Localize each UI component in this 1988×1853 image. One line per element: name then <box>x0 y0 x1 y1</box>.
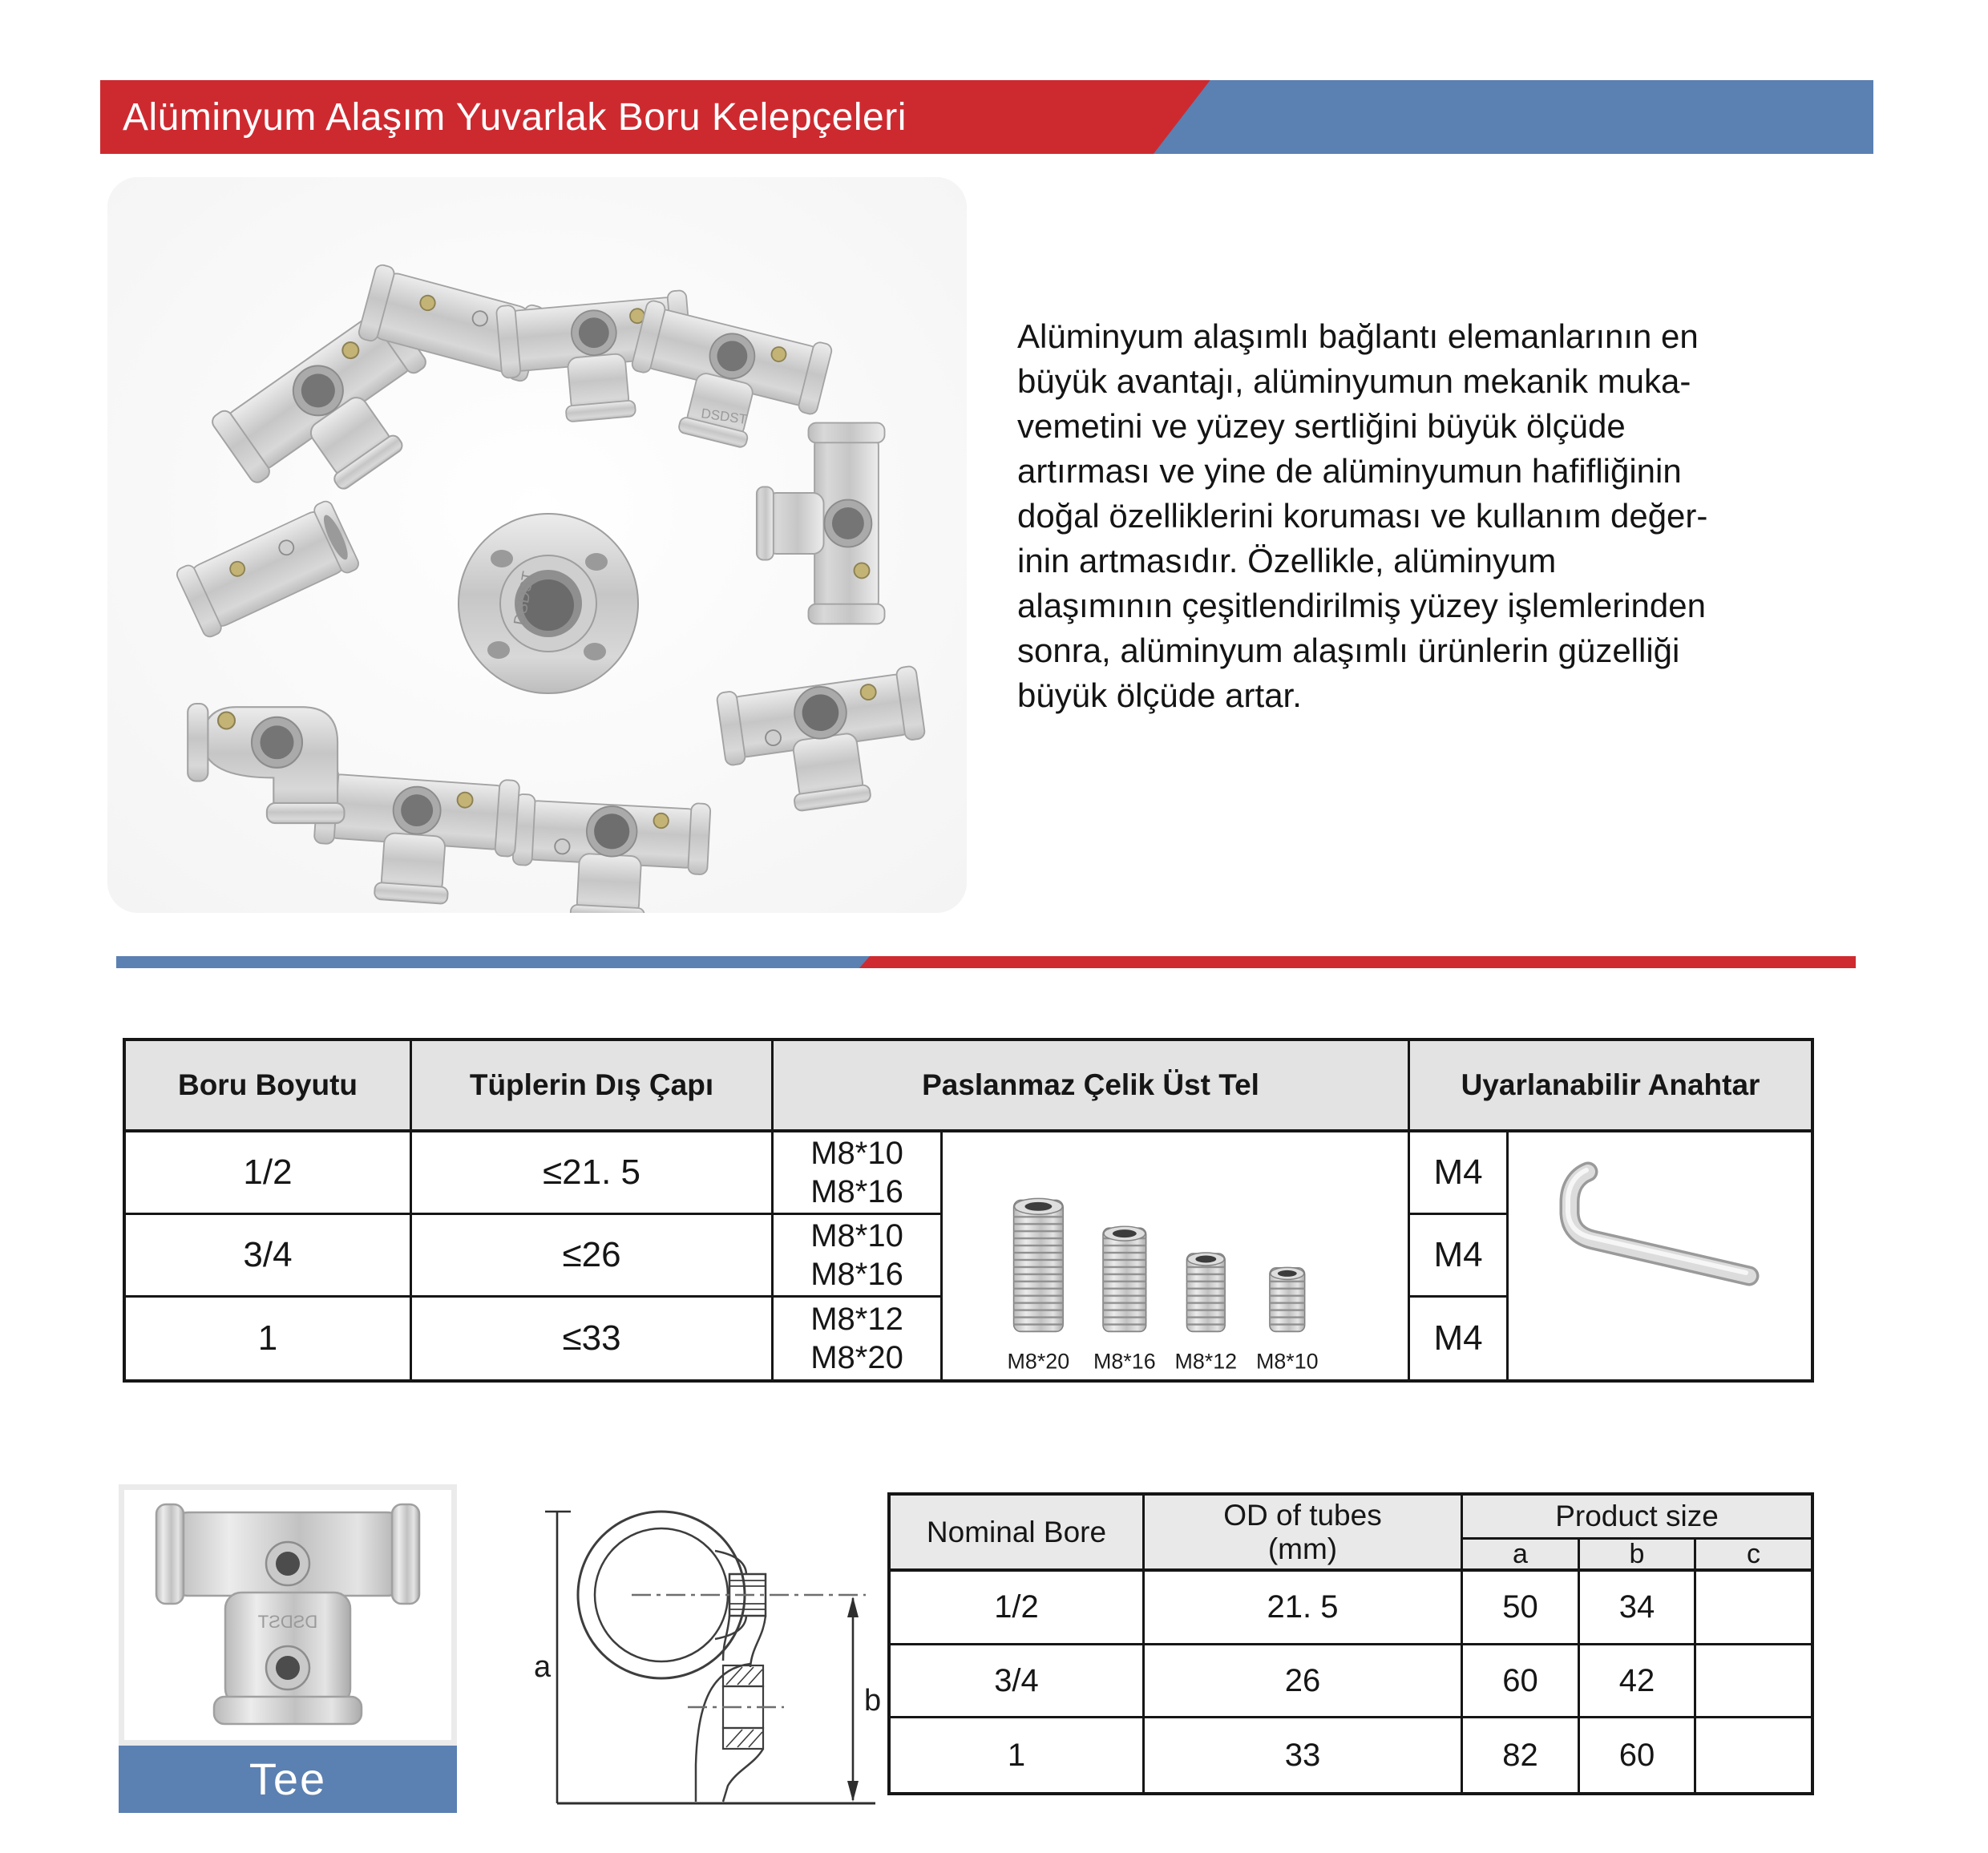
main-spec-table <box>123 1038 1814 1383</box>
cell-screws <box>774 1132 943 1215</box>
cell-b: 34 <box>1580 1572 1696 1645</box>
screw-size: M8*20 <box>810 1340 903 1375</box>
sub-header-a: a <box>1463 1540 1580 1572</box>
product-size-table <box>887 1492 1814 1795</box>
intro-line: büyük avantajı, alüminyumun mekanik muka- <box>1017 362 1691 400</box>
screw-size: M8*10 <box>810 1136 903 1171</box>
cell-od: ≤33 <box>412 1298 774 1379</box>
screw-size: M8*16 <box>810 1257 903 1292</box>
cell-wrench: M4 <box>1410 1132 1509 1215</box>
set-screws-image-cell <box>943 1132 1410 1379</box>
header-banner <box>100 80 1873 154</box>
dimension-lines <box>545 1512 875 1803</box>
product-photo <box>107 177 967 913</box>
tee-product-card <box>119 1484 457 1813</box>
center-lines <box>632 1595 866 1707</box>
drawing-outline <box>578 1512 766 1802</box>
screw-label: M8*16 <box>1093 1349 1156 1374</box>
intro-line: Alüminyum alaşımlı bağlantı elemanlarının en <box>1017 317 1699 355</box>
dim-label-a: a <box>534 1650 552 1684</box>
cell-bore: 3/4 <box>126 1215 412 1298</box>
intro-line: artırması ve yine de alüminyumun hafifliğinin <box>1017 452 1682 490</box>
cell-a: 82 <box>1463 1718 1580 1792</box>
brand-mark: DSDST <box>257 1612 318 1632</box>
intro-line: inin artmasıdır. Özellikle, alüminyum <box>1017 542 1557 579</box>
cell-bore: 1 <box>126 1298 412 1379</box>
divider-blue-segment <box>116 956 870 968</box>
cell-nominal-bore: 3/4 <box>891 1645 1145 1718</box>
col-header-product-size: Product size <box>1463 1496 1811 1540</box>
cell-wrench: M4 <box>1410 1298 1509 1379</box>
cell-od: 33 <box>1145 1718 1463 1792</box>
cell-c <box>1696 1572 1811 1645</box>
cell-a: 60 <box>1463 1645 1580 1718</box>
od-header-line2: (mm) <box>1267 1532 1338 1565</box>
brand-mark: DSDST <box>511 570 538 627</box>
cell-od: ≤26 <box>412 1215 774 1298</box>
set-screw-m8x10-icon <box>1270 1267 1305 1331</box>
screw-size: M8*16 <box>810 1174 903 1209</box>
set-screws-illustration <box>943 1132 1408 1380</box>
sub-header-b: b <box>1580 1540 1696 1572</box>
screw-size: M8*10 <box>810 1218 903 1254</box>
intro-line: doğal özelliklerini koruması ve kullanım değer- <box>1017 497 1708 535</box>
od-header-line1: OD of tubes <box>1223 1498 1382 1532</box>
sub-header-c: c <box>1696 1540 1811 1572</box>
intro-line: alaşımının çeşitlendirilmiş yüzey işlemlerinden <box>1017 587 1706 624</box>
col-header-od-of-tubes <box>1145 1496 1463 1572</box>
cell-nominal-bore: 1/2 <box>891 1572 1145 1645</box>
intro-line: büyük ölçüde artar. <box>1017 676 1302 714</box>
page-title: Alüminyum Alaşım Yuvarlak Boru Kelepçeleri <box>123 96 907 139</box>
cell-c <box>1696 1718 1811 1792</box>
col-header-wrench: Uyarlanabilir Anahtar <box>1410 1041 1811 1132</box>
cell-od: 26 <box>1145 1645 1463 1718</box>
tee-label: Tee <box>119 1746 457 1813</box>
tee-fitting <box>156 1504 419 1724</box>
cell-bore: 1/2 <box>126 1132 412 1215</box>
cell-b: 60 <box>1580 1718 1696 1792</box>
col-header-bore: Boru Boyutu <box>126 1041 412 1132</box>
cell-a: 50 <box>1463 1572 1580 1645</box>
set-screw-m8x20-icon <box>1014 1198 1064 1331</box>
intro-paragraph <box>1017 314 1835 718</box>
col-header-od: Tüplerin Dış Çapı <box>412 1041 774 1132</box>
pipe-fittings-photo-illustration <box>107 177 967 913</box>
cell-od: 21. 5 <box>1145 1572 1463 1645</box>
dim-label-b: b <box>864 1684 882 1718</box>
screw-label: M8*12 <box>1174 1349 1238 1374</box>
screw-label: M8*20 <box>1007 1349 1070 1374</box>
allen-key-image-cell <box>1509 1132 1811 1379</box>
cell-nominal-bore: 1 <box>891 1718 1145 1792</box>
cell-c <box>1696 1645 1811 1718</box>
intro-line: sonra, alüminyum alaşımlı ürünlerin güzelliği <box>1017 632 1680 669</box>
set-screw-m8x12-icon <box>1186 1253 1225 1331</box>
screw-size: M8*12 <box>810 1302 903 1337</box>
cell-b: 42 <box>1580 1645 1696 1718</box>
col-header-screws: Paslanmaz Çelik Üst Tel <box>774 1041 1410 1132</box>
set-screw-m8x16-icon <box>1103 1226 1146 1331</box>
tee-product-photo <box>119 1484 457 1746</box>
brand-mark-2: DSDST <box>700 406 749 427</box>
cell-od: ≤21. 5 <box>412 1132 774 1215</box>
cell-screws <box>774 1215 943 1298</box>
col-header-nominal-bore: Nominal Bore <box>891 1496 1145 1572</box>
intro-line: vemetini ve yüzey sertliğini büyük ölçüde <box>1017 407 1626 445</box>
tee-fitting-illustration <box>124 1490 451 1740</box>
technical-drawing <box>513 1500 898 1837</box>
cell-screws <box>774 1298 943 1379</box>
section-divider <box>116 956 1856 968</box>
allen-key-icon <box>1510 1133 1810 1379</box>
cell-wrench: M4 <box>1410 1215 1509 1298</box>
screw-label: M8*10 <box>1255 1349 1319 1374</box>
